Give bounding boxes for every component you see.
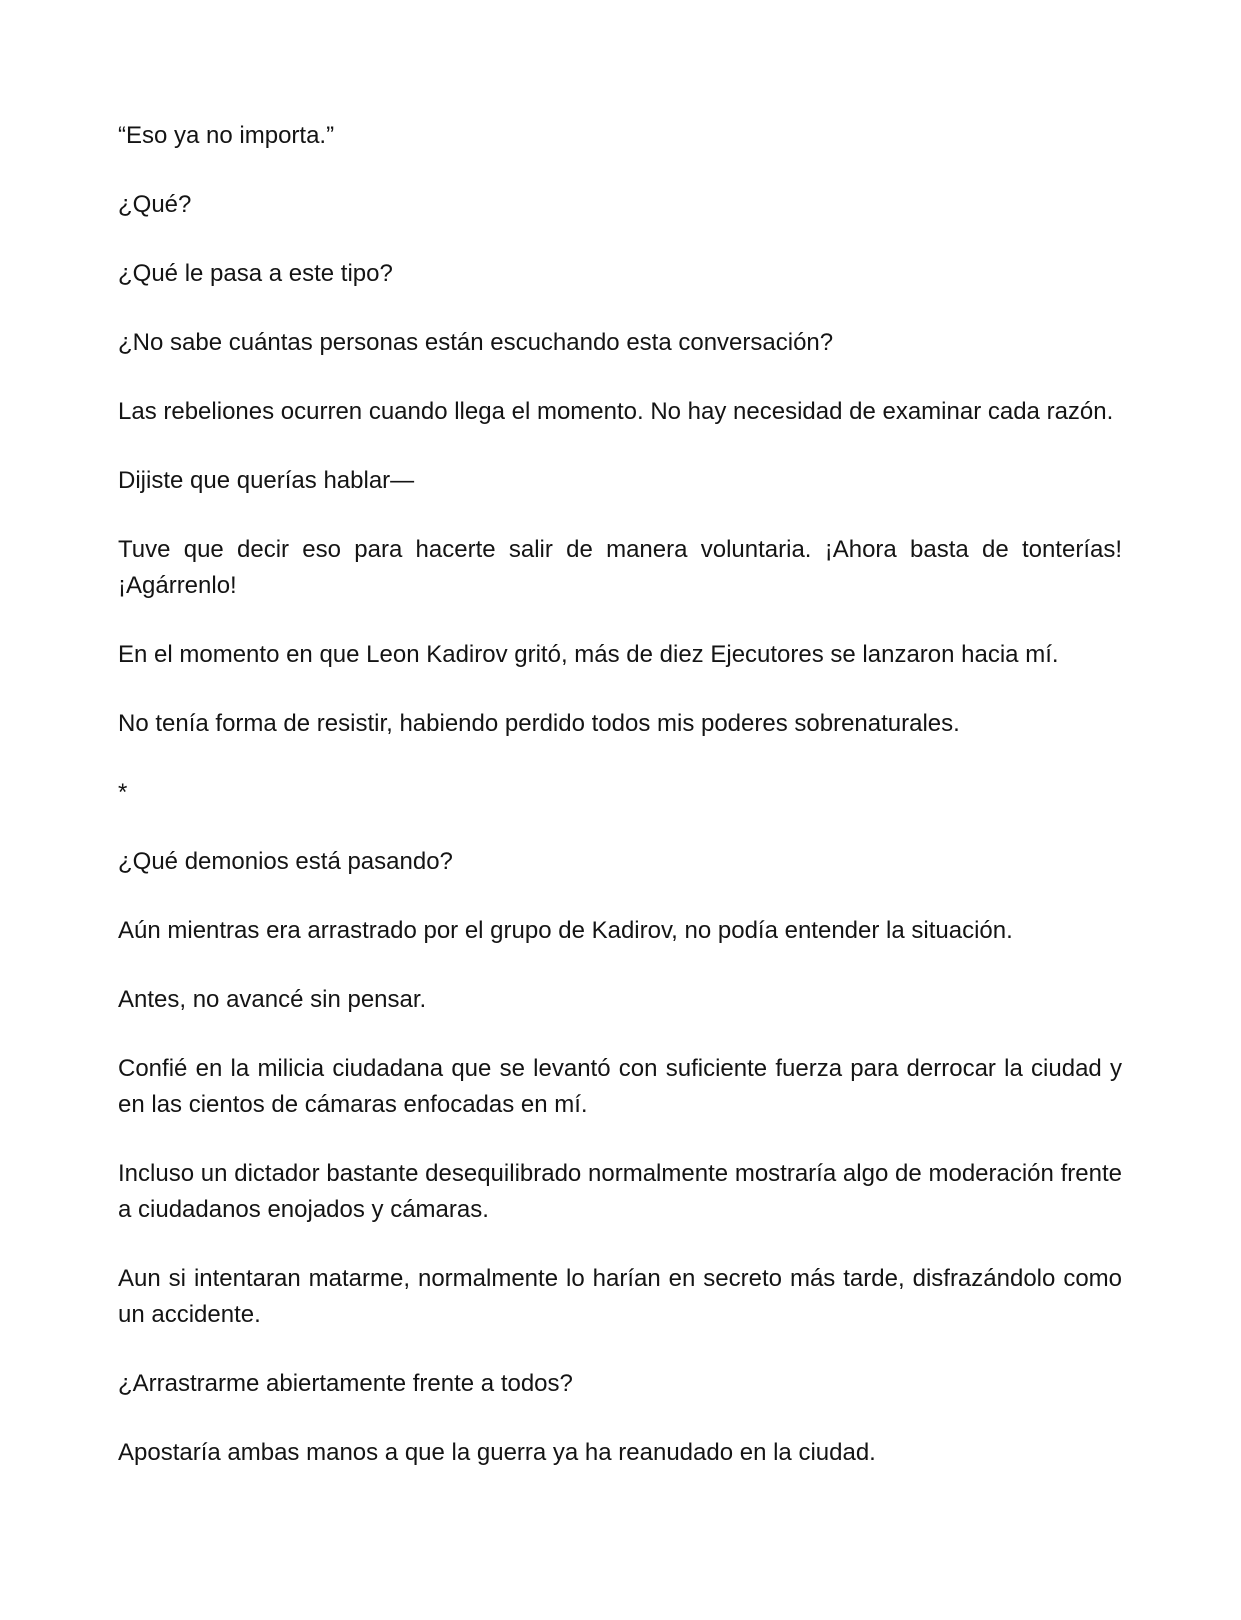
paragraph: ¿Qué? (118, 191, 192, 218)
paragraph: Dijiste que querías hablar— (118, 467, 415, 494)
scene-break: * (118, 779, 128, 806)
paragraph: Confié en la milicia ciudadana que se levantó con suficiente fuerza para derrocar la ciudad y en las cientos de cámaras enfocadas en mí. (118, 1055, 1122, 1118)
paragraph: ¿Qué demonios está pasando? (118, 848, 453, 875)
paragraph: ¿Qué le pasa a este tipo? (118, 260, 393, 287)
paragraph: ¿Arrastrarme abiertamente frente a todos? (118, 1370, 573, 1397)
paragraph: Incluso un dictador bastante desequilibrado normalmente mostraría algo de moderación frente a ciudadanos enojados y cámaras. (118, 1160, 1122, 1223)
body-text (118, 118, 1122, 1504)
paragraph: Aún mientras era arrastrado por el grupo de Kadirov, no podía entender la situación. (118, 917, 1013, 944)
paragraph: Las rebeliones ocurren cuando llega el momento. No hay necesidad de examinar cada razón. (118, 398, 1114, 425)
paragraph: “Eso ya no importa.” (118, 122, 335, 149)
paragraph: Antes, no avancé sin pensar. (118, 986, 427, 1013)
paragraph: Aun si intentaran matarme, normalmente lo harían en secreto más tarde, disfrazándolo como un accidente. (118, 1265, 1122, 1328)
paragraph: Tuve que decir eso para hacerte salir de manera voluntaria. ¡Ahora basta de tonterías! ¡Agárrenlo! (118, 536, 1122, 599)
paragraph: En el momento en que Leon Kadirov gritó, más de diez Ejecutores se lanzaron hacia mí. (118, 641, 1059, 668)
paragraph: ¿No sabe cuántas personas están escuchando esta conversación? (118, 329, 834, 356)
paragraph: No tenía forma de resistir, habiendo perdido todos mis poderes sobrenaturales. (118, 710, 960, 737)
paragraph: Apostaría ambas manos a que la guerra ya ha reanudado en la ciudad. (118, 1439, 876, 1466)
